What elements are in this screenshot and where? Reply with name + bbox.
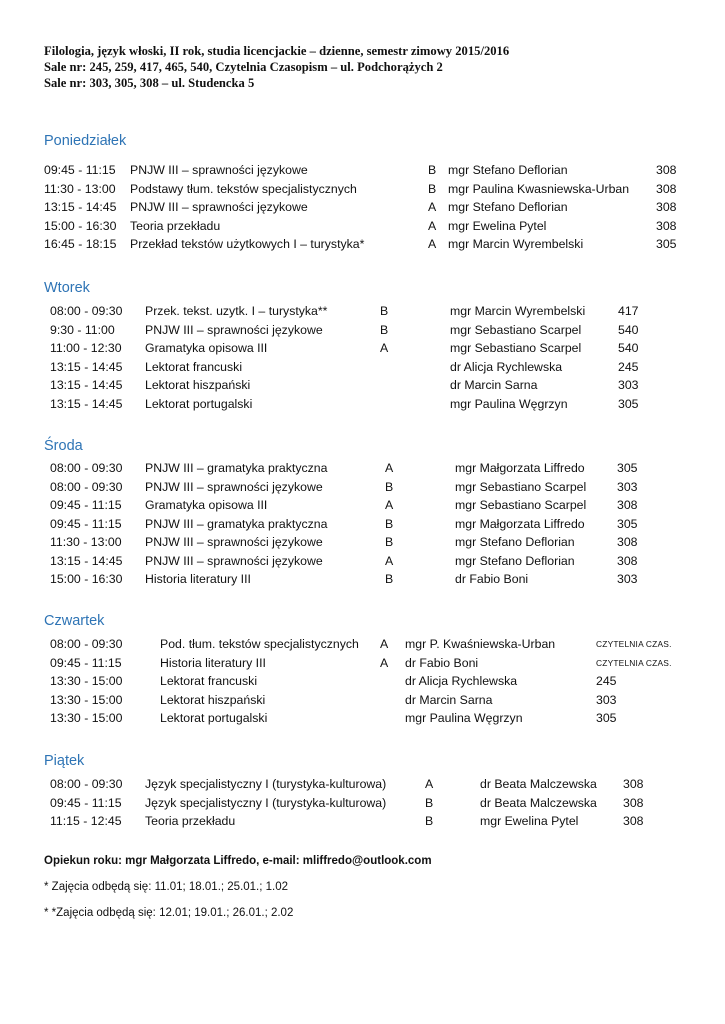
cell-subject: Gramatyka opisowa III: [145, 341, 268, 355]
schedule-row: [0, 812, 725, 830]
cell-time: 09:45 - 11:15: [50, 498, 122, 512]
cell-subject: Lektorat hiszpański: [160, 692, 266, 707]
schedule-row: [0, 395, 725, 413]
cell-subject: Pod. tłum. tekstów specjalistycznych: [160, 637, 359, 651]
day-title: Środa: [44, 438, 83, 454]
cell-time: 11:15 - 12:45: [50, 814, 122, 828]
cell-time: 09:45 - 11:15: [44, 163, 116, 177]
cell-room: 308: [656, 163, 677, 177]
cell-time: 13:15 - 14:45: [50, 378, 123, 392]
cell-time: 08:00 - 09:30: [50, 479, 123, 494]
cell-time: 11:30 - 13:00: [50, 535, 122, 549]
cell-subject: Podstawy tłum. tekstów specjalistycznych: [130, 181, 357, 196]
cell-subject: Gramatyka opisowa III: [145, 498, 268, 512]
cell-time: 9:30 - 11:00: [50, 322, 115, 337]
cell-time: 09:45 - 11:15: [50, 655, 122, 670]
schedule-row: [0, 339, 725, 357]
cell-time: 09:45 - 11:15: [50, 795, 122, 810]
header-line-2: Sale nr: 245, 259, 417, 465, 540, Czytelnia Czasopism – ul. Podchorążych 2: [44, 60, 443, 74]
cell-room: 308: [623, 795, 644, 810]
cell-room: CZYTELNIA CZAS.: [596, 639, 672, 649]
cell-group: B: [425, 814, 434, 828]
cell-subject: Język specjalistyczny I (turystyka-kulturowa): [145, 777, 387, 791]
cell-room: 305: [617, 461, 638, 475]
cell-time: 13:30 - 15:00: [50, 711, 123, 725]
cell-group: B: [425, 795, 434, 810]
cell-teacher: mgr Sebastiano Scarpel: [450, 341, 582, 355]
cell-room: 305: [596, 711, 617, 725]
cell-room: 540: [618, 322, 639, 337]
cell-teacher: mgr Stefano Deflorian: [455, 535, 575, 549]
cell-room: 308: [623, 814, 644, 828]
cell-time: 13:30 - 15:00: [50, 674, 123, 688]
cell-room: 305: [618, 396, 639, 411]
schedule-row: [0, 496, 725, 514]
cell-subject: Teoria przekładu: [130, 218, 221, 233]
cell-subject: PNJW III – sprawności językowe: [145, 535, 323, 549]
cell-subject: Lektorat portugalski: [145, 396, 253, 411]
cell-subject: PNJW III – sprawności językowe: [130, 200, 308, 214]
cell-teacher: mgr Paulina Kwasniewska-Urban: [448, 181, 630, 196]
schedule-row: [0, 180, 725, 198]
cell-time: 13:15 - 14:45: [50, 359, 123, 374]
cell-room: 303: [618, 378, 639, 392]
schedule-row: [0, 515, 725, 533]
cell-teacher: mgr Stefano Deflorian: [455, 553, 575, 568]
cell-group: B: [380, 322, 389, 337]
cell-room: 303: [617, 479, 638, 494]
cell-subject: Lektorat francuski: [160, 674, 258, 688]
schedule-row: [0, 654, 725, 672]
cell-subject: Przek. tekst. uzytk. I – turystyka**: [145, 304, 328, 318]
cell-teacher: dr Fabio Boni: [405, 655, 479, 670]
cell-subject: PNJW III – gramatyka praktyczna: [145, 516, 328, 531]
schedule-row: [0, 533, 725, 551]
schedule-row: [0, 358, 725, 376]
cell-subject: PNJW III – gramatyka praktyczna: [145, 461, 328, 475]
footnote-1: * Zajęcia odbędą się: 11.01; 18.01.; 25.01.; 1.02: [44, 881, 289, 893]
cell-room: 305: [617, 516, 638, 531]
cell-subject: PNJW III – sprawności językowe: [145, 479, 323, 494]
cell-teacher: mgr Stefano Deflorian: [448, 163, 568, 177]
cell-group: A: [385, 553, 394, 568]
cell-room: 303: [596, 692, 617, 707]
footnote-2: * *Zajęcia odbędą się: 12.01; 19.01.; 26.01.; 2.02: [44, 907, 294, 919]
cell-group: A: [385, 461, 394, 475]
cell-teacher: dr Marcin Sarna: [405, 692, 493, 707]
cell-teacher: mgr Ewelina Pytel: [480, 814, 579, 828]
cell-subject: Lektorat portugalski: [160, 711, 268, 725]
cell-group: B: [428, 163, 437, 177]
cell-room: 417: [618, 304, 639, 318]
schedule-row: [0, 321, 725, 339]
cell-time: 08:00 - 09:30: [50, 461, 123, 475]
cell-subject: Lektorat francuski: [145, 359, 243, 374]
cell-teacher: mgr Sebastiano Scarpel: [450, 322, 582, 337]
cell-teacher: dr Alicja Rychlewska: [405, 674, 518, 688]
schedule-row: [0, 198, 725, 216]
cell-time: 08:00 - 09:30: [50, 304, 123, 318]
cell-teacher: mgr Paulina Węgrzyn: [405, 711, 523, 725]
cell-time: 09:45 - 11:15: [50, 516, 122, 531]
cell-group: A: [425, 777, 434, 791]
cell-time: 11:00 - 12:30: [50, 341, 122, 355]
schedule-row: [0, 794, 725, 812]
schedule-row: [0, 672, 725, 690]
document-header: [44, 43, 694, 91]
cell-group: B: [385, 535, 394, 549]
cell-subject: PNJW III – sprawności językowe: [145, 553, 323, 568]
header-line-1: Filologia, język włoski, II rok, studia licencjackie – dzienne, semestr zimowy 2015/2016: [44, 44, 510, 58]
cell-subject: Język specjalistyczny I (turystyka-kulturowa): [145, 795, 387, 810]
schedule-row: [0, 709, 725, 727]
cell-room: CZYTELNIA CZAS.: [596, 657, 672, 668]
cell-teacher: mgr Małgorzata Liffredo: [455, 461, 585, 475]
cell-room: 308: [617, 535, 638, 549]
schedule-row: [0, 217, 725, 235]
cell-time: 13:15 - 14:45: [44, 200, 117, 214]
cell-room: 308: [656, 200, 677, 214]
cell-room: 308: [623, 777, 644, 791]
cell-group: A: [428, 218, 437, 233]
cell-time: 16:45 - 18:15: [44, 237, 117, 251]
cell-group: B: [385, 479, 394, 494]
cell-group: B: [385, 572, 394, 586]
cell-room: 303: [617, 572, 638, 586]
cell-time: 08:00 - 09:30: [50, 637, 123, 651]
cell-teacher: dr Alicja Rychlewska: [450, 359, 563, 374]
schedule-row: [0, 635, 725, 653]
cell-time: 13:15 - 14:45: [50, 553, 123, 568]
cell-teacher: dr Beata Malczewska: [480, 795, 597, 810]
cell-teacher: dr Marcin Sarna: [450, 378, 538, 392]
cell-teacher: mgr Marcin Wyrembelski: [450, 304, 586, 318]
schedule-row: [0, 235, 725, 253]
cell-teacher: dr Fabio Boni: [455, 572, 529, 586]
cell-subject: PNJW III – sprawności językowe: [130, 163, 308, 177]
cell-time: 15:00 - 16:30: [44, 218, 117, 233]
cell-teacher: mgr Sebastiano Scarpel: [455, 479, 587, 494]
cell-teacher: mgr Małgorzata Liffredo: [455, 516, 585, 531]
day-title: Czwartek: [44, 613, 105, 629]
schedule-row: [0, 459, 725, 477]
cell-time: 13:15 - 14:45: [50, 396, 123, 411]
cell-subject: PNJW III – sprawności językowe: [145, 322, 323, 337]
schedule-row: [0, 570, 725, 588]
cell-teacher: mgr Marcin Wyrembelski: [448, 237, 584, 251]
schedule-row: [0, 161, 725, 179]
cell-subject: Teoria przekładu: [145, 814, 236, 828]
cell-subject: Historia literatury III: [160, 655, 266, 670]
cell-group: B: [428, 181, 437, 196]
cell-teacher: mgr Ewelina Pytel: [448, 218, 547, 233]
cell-room: 245: [618, 359, 639, 374]
schedule-row: [0, 376, 725, 394]
cell-room: 308: [656, 218, 677, 233]
schedule-row: [0, 552, 725, 570]
cell-subject: Historia literatury III: [145, 572, 251, 586]
cell-teacher: mgr Stefano Deflorian: [448, 200, 568, 214]
schedule-row: [0, 691, 725, 709]
cell-time: 08:00 - 09:30: [50, 777, 123, 791]
cell-room: 305: [656, 237, 677, 251]
cell-group: B: [385, 516, 394, 531]
cell-room: 245: [596, 674, 617, 688]
cell-teacher: mgr Sebastiano Scarpel: [455, 498, 587, 512]
header-line-3: Sale nr: 303, 305, 308 – ul. Studencka 5: [44, 76, 255, 90]
cell-room: 308: [656, 181, 677, 196]
schedule-row: [0, 478, 725, 496]
day-title: Wtorek: [44, 280, 90, 296]
cell-room: 308: [617, 498, 638, 512]
cell-group: A: [385, 498, 394, 512]
cell-time: 15:00 - 16:30: [50, 572, 123, 586]
cell-teacher: mgr P. Kwaśniewska-Urban: [405, 637, 556, 651]
cell-group: B: [380, 304, 389, 318]
schedule-row: [0, 302, 725, 320]
cell-room: 540: [618, 341, 639, 355]
cell-time: 13:30 - 15:00: [50, 692, 123, 707]
cell-room: 308: [617, 553, 638, 568]
cell-teacher: dr Beata Malczewska: [480, 777, 597, 791]
cell-group: A: [380, 637, 389, 651]
day-title: Piątek: [44, 753, 85, 769]
cell-group: A: [380, 341, 389, 355]
cell-time: 11:30 - 13:00: [44, 181, 116, 196]
schedule-row: [0, 775, 725, 793]
day-title: Poniedziałek: [44, 133, 127, 149]
year-advisor: Opiekun roku: mgr Małgorzata Liffredo, e-mail: mliffredo@outlook.com: [44, 855, 432, 867]
cell-group: A: [428, 200, 437, 214]
cell-group: A: [428, 237, 437, 251]
cell-subject: Przekład tekstów użytkowych I – turystyka*: [130, 237, 365, 251]
cell-teacher: mgr Paulina Węgrzyn: [450, 396, 568, 411]
cell-group: A: [380, 655, 389, 670]
cell-subject: Lektorat hiszpański: [145, 378, 251, 392]
